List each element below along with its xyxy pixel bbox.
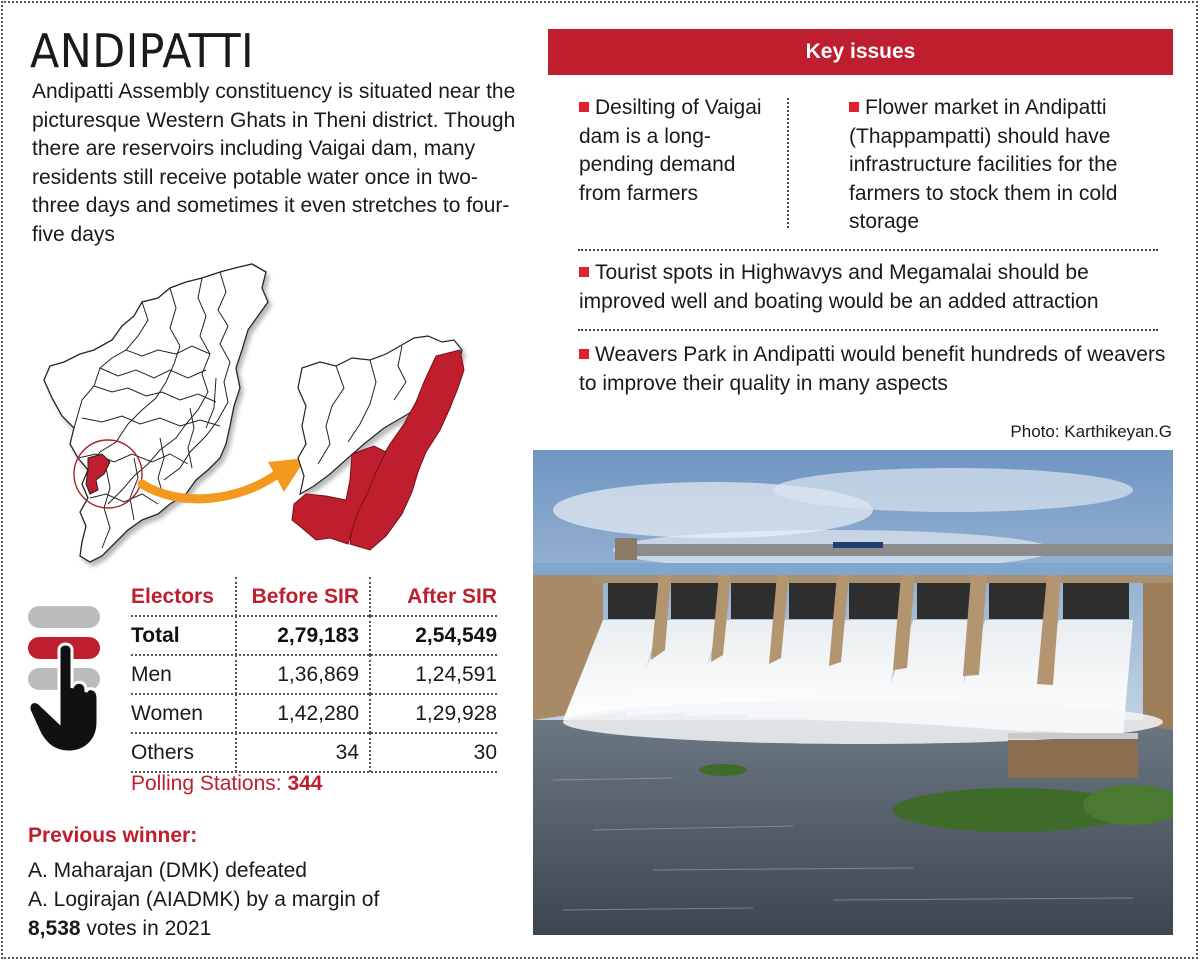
tamil-nadu-map-icon xyxy=(30,258,490,578)
polling-stations: Polling Stations: 344 xyxy=(131,772,323,795)
page-title: ANDIPATTI xyxy=(30,24,255,78)
column-header: After SIR xyxy=(369,577,497,616)
bullet-square-icon xyxy=(849,102,859,112)
vaigai-dam-photo-icon xyxy=(533,450,1173,935)
table-header-row xyxy=(131,578,497,617)
column-header: Before SIR xyxy=(235,577,369,616)
previous-winner-text: A. Maharajan (DMK) defeated A. Logirajan (AIADMK) by a margin of 8,538 votes in 2021 xyxy=(28,859,380,940)
table-row: Total 2,79,183 2,54,549 xyxy=(131,617,497,656)
electors-table xyxy=(131,578,497,773)
key-issues-header: Key issues xyxy=(548,29,1173,75)
column-divider xyxy=(787,98,789,228)
issue-item: Desilting of Vaigai dam is a long-pending demand from farmers xyxy=(579,96,762,205)
column-header: Electors xyxy=(131,584,214,608)
voting-hand-icon xyxy=(26,604,106,754)
dam-photo xyxy=(533,450,1173,935)
previous-winner-title: Previous winner: xyxy=(28,824,198,847)
issue-item: Weavers Park in Andipatti would benefit hundreds of weavers to improve their quality in many aspects xyxy=(579,343,1166,395)
table-row: Others 34 30 xyxy=(131,734,497,773)
bullet-square-icon xyxy=(579,102,589,112)
bullet-square-icon xyxy=(579,267,589,277)
photo-credit: Photo: Karthikeyan.G xyxy=(1010,422,1172,441)
table-row: Men 1,36,869 1,24,591 xyxy=(131,656,497,695)
winning-margin: 8,538 xyxy=(28,917,81,940)
issue-item: Tourist spots in Highwavys and Megamalai should be improved well and boating would be an added attraction xyxy=(579,261,1099,313)
table-row: Women 1,42,280 1,29,928 xyxy=(131,695,497,734)
issue-item: Flower market in Andipatti (Thappampatti) should have infrastructure facilities for the farmers to stock them in cold storage xyxy=(849,96,1118,233)
intro-paragraph: Andipatti Assembly constituency is situated near the picturesque Western Ghats in Theni district. Though there are reservoirs including Vaigai dam, many residents still receive potable water once in two-three days and sometimes it even stretches to four-five days xyxy=(32,80,516,246)
polling-stations-count: 344 xyxy=(287,772,323,795)
bullet-square-icon xyxy=(579,349,589,359)
row-divider xyxy=(578,329,1158,331)
locator-map xyxy=(30,258,490,578)
row-divider xyxy=(578,249,1158,251)
